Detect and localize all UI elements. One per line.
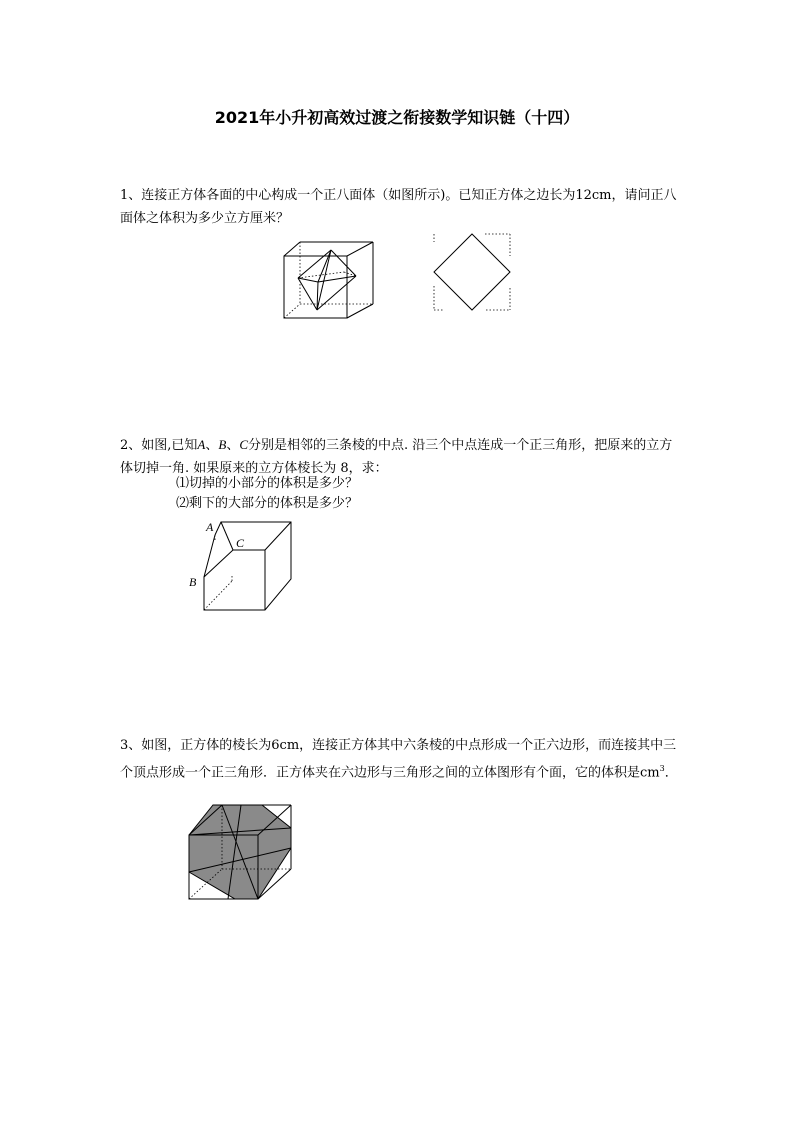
point-b-label: B <box>218 437 227 452</box>
point-a-label: A <box>197 437 206 452</box>
volume-unit: cm <box>640 765 660 781</box>
question-2-body: 分别是相邻的三条棱的中点. 沿三个中点连成一个正三角形，把原来的立方体切掉一角. 如果原来的立方体棱长为 8，求： <box>120 438 673 476</box>
point-c-label: C <box>239 437 249 452</box>
separator: 、 <box>205 438 219 453</box>
question-3-text <box>120 734 678 786</box>
sentence-end: ． <box>664 765 678 781</box>
separator: 、 <box>226 438 240 453</box>
page-title: 2021年小升初高效过渡之衔接数学知识链（十四） <box>214 108 580 127</box>
question-2-text <box>120 433 678 480</box>
square-view-figure <box>430 230 516 314</box>
question-1-text: 1、连接正方体各面的中心构成一个正八面体（如图所示)。已知正方体之边长为12cm，请问正八面体之体积为多少立方厘米？ <box>120 188 677 226</box>
question-3-body: 3、如图，正方体的棱长为6cm，连接正方体其中六条棱的中点形成一个正六边形，而连接其中三个顶点形成一个正三角形．正方体夹在六边形与三角形之间的立体图形有个面，它的体积是 <box>120 738 677 781</box>
hexagon-triangle-cube-figure <box>183 798 299 906</box>
label-a: A <box>206 520 214 534</box>
label-c: C <box>236 536 245 550</box>
unit-exponent: 3 <box>659 764 665 773</box>
question-2-sub-2: ⑵剩下的大部分的体积是多少？ <box>176 496 359 511</box>
cube-octahedron-figure <box>280 238 380 322</box>
question-2-intro: 2、如图,已知 <box>120 438 198 453</box>
truncated-cube-figure <box>184 515 300 615</box>
label-b: B <box>189 575 197 589</box>
question-2-sub-1: ⑴切掉的小部分的体积是多少？ <box>176 476 359 491</box>
